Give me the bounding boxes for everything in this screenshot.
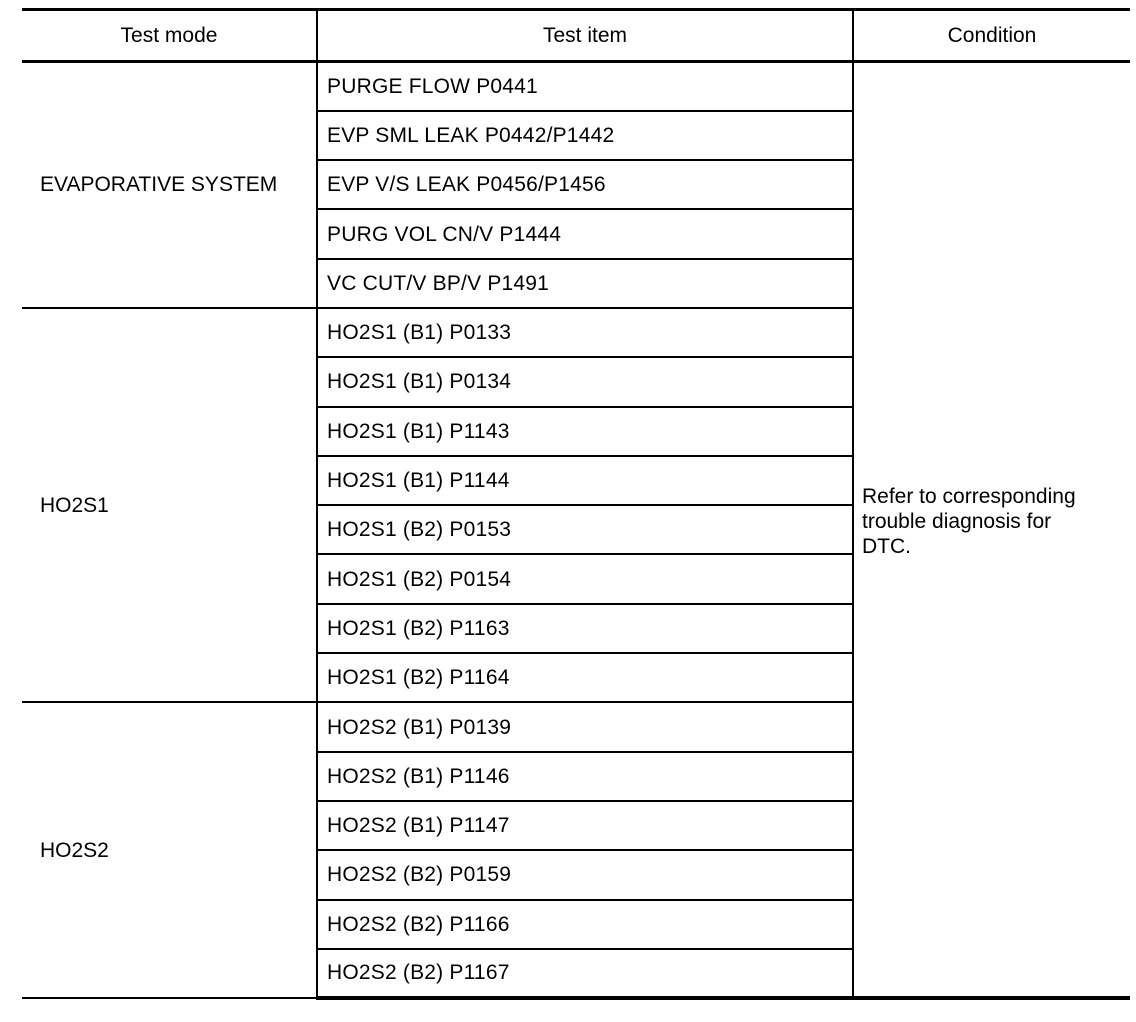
test-item-cell: HO2S1 (B1) P1144 <box>317 456 853 505</box>
header-test-mode: Test mode <box>22 10 317 62</box>
test-item-cell: EVP SML LEAK P0442/P1442 <box>317 111 853 160</box>
header-condition: Condition <box>853 10 1130 62</box>
test-item-cell: HO2S2 (B2) P1166 <box>317 900 853 949</box>
header-test-item: Test item <box>317 10 853 62</box>
test-item-cell: VC CUT/V BP/V P1491 <box>317 259 853 308</box>
test-item-cell: HO2S2 (B2) P1167 <box>317 949 853 998</box>
test-item-cell: HO2S1 (B2) P1164 <box>317 653 853 702</box>
test-item-cell: HO2S1 (B1) P0133 <box>317 308 853 357</box>
test-item-cell: HO2S1 (B1) P0134 <box>317 357 853 406</box>
test-mode-table-container <box>22 8 1130 998</box>
test-mode-cell: HO2S2 <box>22 702 317 998</box>
test-mode-cell: EVAPORATIVE SYSTEM <box>22 62 317 308</box>
test-mode-cell: HO2S1 <box>22 308 317 702</box>
table-row <box>22 62 1130 111</box>
header-row <box>22 10 1130 62</box>
condition-text: Refer to corresponding trouble diagnosis for DTC. <box>862 484 1076 558</box>
test-item-cell: PURGE FLOW P0441 <box>317 62 853 111</box>
test-mode-table <box>22 8 1130 1000</box>
test-item-cell: HO2S1 (B2) P1163 <box>317 604 853 653</box>
test-item-cell: HO2S1 (B2) P0153 <box>317 505 853 554</box>
test-item-cell: HO2S1 (B1) P1143 <box>317 407 853 456</box>
test-item-cell: HO2S1 (B2) P0154 <box>317 554 853 603</box>
condition-cell <box>853 62 1130 999</box>
test-item-cell: HO2S2 (B2) P0159 <box>317 850 853 899</box>
test-item-cell: PURG VOL CN/V P1444 <box>317 209 853 258</box>
test-item-cell: HO2S2 (B1) P1146 <box>317 752 853 801</box>
test-item-cell: HO2S2 (B1) P0139 <box>317 702 853 751</box>
test-item-cell: EVP V/S LEAK P0456/P1456 <box>317 160 853 209</box>
test-item-cell: HO2S2 (B1) P1147 <box>317 801 853 850</box>
